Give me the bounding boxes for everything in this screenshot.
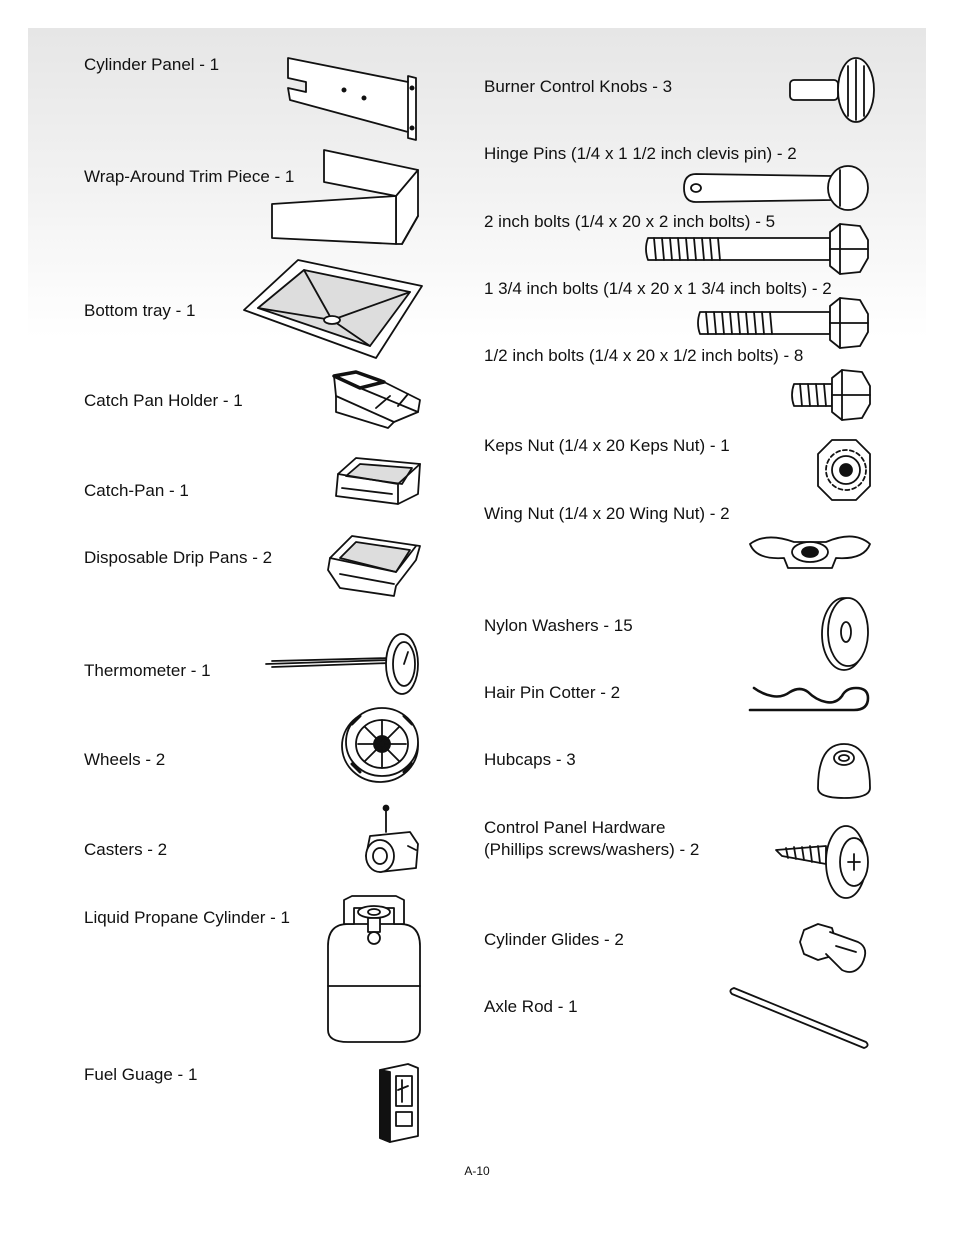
label-fuel-gauge: Fuel Guage - 1 xyxy=(84,1065,198,1084)
fuel-gauge-icon xyxy=(372,1062,424,1144)
knob-icon xyxy=(786,54,880,126)
label-control-panel-hardware: Control Panel Hardware xyxy=(484,818,666,837)
label-catch-pan: Catch-Pan - 1 xyxy=(84,481,189,500)
label-control-panel-hardware-detail: (Phillips screws/washers) - 2 xyxy=(484,840,700,859)
bolt-medium-icon xyxy=(694,296,874,350)
thermometer-icon xyxy=(262,630,422,698)
bottom-tray-icon xyxy=(242,258,424,360)
label-hubcaps: Hubcaps - 3 xyxy=(484,750,576,769)
label-drip-pans: Disposable Drip Pans - 2 xyxy=(84,548,273,567)
label-hair-pin-cotter: Hair Pin Cotter - 2 xyxy=(484,683,621,702)
hair-pin-cotter-icon xyxy=(746,682,874,716)
label-1-3-4-inch-bolts: 1 3/4 inch bolts (1/4 x 20 x 1 3/4 inch bolts) - 2 xyxy=(484,279,832,298)
catch-pan-holder-icon xyxy=(328,366,424,430)
screw-washer-icon xyxy=(772,822,874,902)
caster-icon xyxy=(360,804,424,876)
trim-piece-icon xyxy=(266,146,426,252)
label-cylinder-glides: Cylinder Glides - 2 xyxy=(484,930,624,949)
label-catch-pan-holder: Catch Pan Holder - 1 xyxy=(84,391,243,410)
label-wrap-around-trim: Wrap-Around Trim Piece - 1 xyxy=(84,167,295,186)
wheel-icon xyxy=(338,702,424,784)
cylinder-panel-icon xyxy=(284,54,424,144)
label-wing-nut: Wing Nut (1/4 x 20 Wing Nut) - 2 xyxy=(484,504,730,523)
label-thermometer: Thermometer - 1 xyxy=(84,661,211,680)
label-burner-knobs: Burner Control Knobs - 3 xyxy=(484,77,673,96)
bolt-long-icon xyxy=(642,222,874,276)
catch-pan-icon xyxy=(332,454,424,506)
drip-pan-icon xyxy=(324,530,424,602)
label-hinge-pins: Hinge Pins (1/4 x 1 1/2 inch clevis pin) - 2 xyxy=(484,144,797,163)
label-nylon-washers: Nylon Washers - 15 xyxy=(484,616,633,635)
wing-nut-icon xyxy=(746,528,874,578)
label-axle-rod: Axle Rod - 1 xyxy=(484,997,578,1016)
label-2-inch-bolts: 2 inch bolts (1/4 x 20 x 2 inch bolts) - 5 xyxy=(484,212,776,231)
clevis-pin-icon xyxy=(682,162,874,212)
label-1-2-inch-bolts: 1/2 inch bolts (1/4 x 20 x 1/2 inch bolts) - 8 xyxy=(484,346,804,365)
cylinder-glide-icon xyxy=(796,920,874,980)
label-keps-nut: Keps Nut (1/4 x 20 Keps Nut) - 1 xyxy=(484,436,730,455)
propane-cylinder-icon xyxy=(324,894,424,1044)
washer-icon xyxy=(818,594,874,672)
label-cylinder-panel: Cylinder Panel - 1 xyxy=(84,55,220,74)
keps-nut-icon xyxy=(814,436,874,504)
bolt-short-icon xyxy=(788,368,874,422)
label-bottom-tray: Bottom tray - 1 xyxy=(84,301,196,320)
hubcap-icon xyxy=(814,738,874,802)
page-number: A-10 xyxy=(464,1164,490,1178)
axle-rod-icon xyxy=(728,980,874,1052)
label-wheels: Wheels - 2 xyxy=(84,750,166,769)
label-propane-cylinder: Liquid Propane Cylinder - 1 xyxy=(84,908,291,927)
label-casters: Casters - 2 xyxy=(84,840,168,859)
